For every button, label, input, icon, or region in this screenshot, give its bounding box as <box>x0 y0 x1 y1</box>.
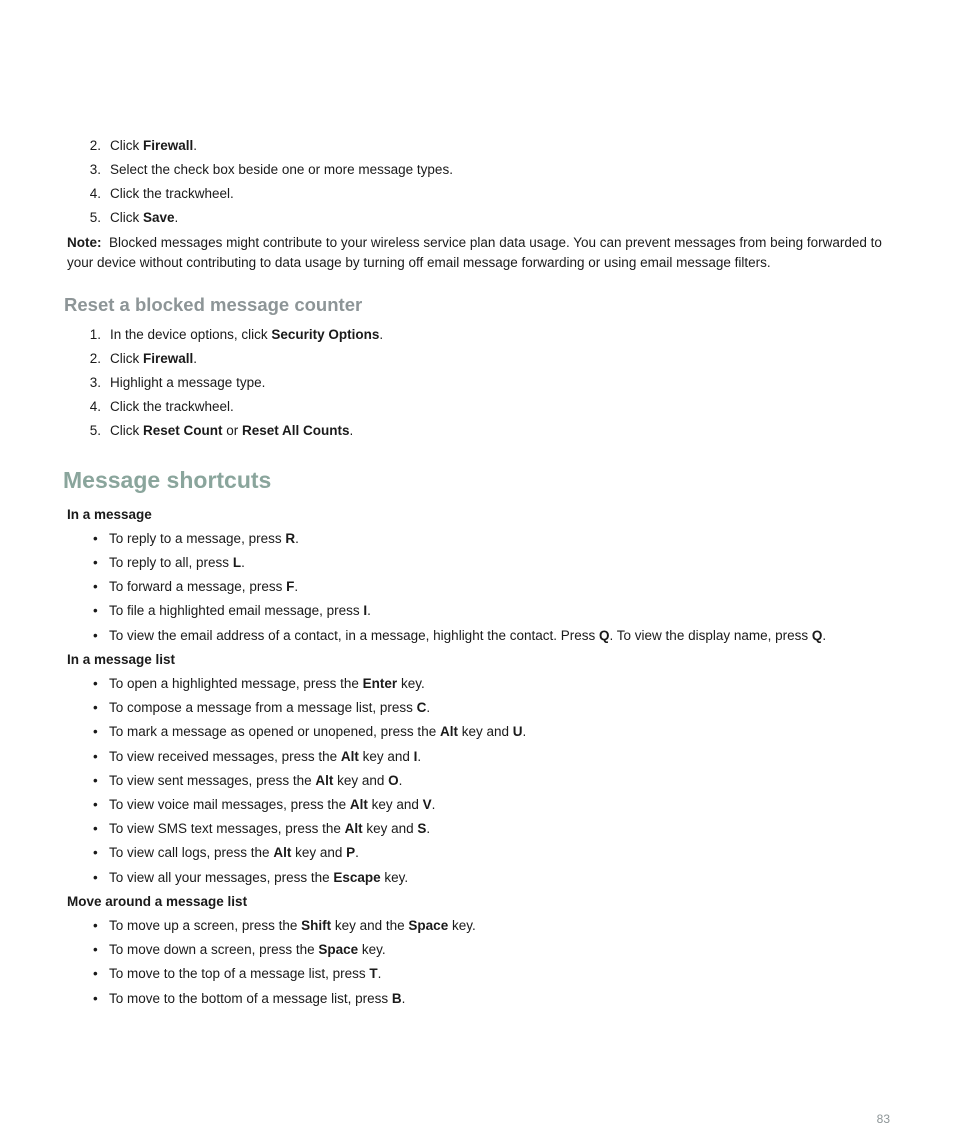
subheading-in-message-list: In a message list <box>67 652 176 667</box>
step-text: Click Save. <box>110 210 179 225</box>
step-number: 2. <box>89 138 101 153</box>
note-paragraph <box>67 233 893 272</box>
step-number: 5. <box>89 210 101 225</box>
subheading-in-message: In a message <box>67 507 152 522</box>
page-number: 83 <box>876 1112 890 1126</box>
note-label: Note: <box>67 235 102 250</box>
document-page: 2. Click Firewall. 3. Select the check box beside one or more message types. 4. Click the trackwheel. 5. Click Save. Note: Blocked messages might contribute to your wireless service plan data usage. You can prevent messages from being forwarded to your device without contributing to data usage by turning off email message forwarding or using email message filters. Reset a blocked message counter 1. In the device options, click Security Options. 2. Click Firewall. 3. Highlight a message type. 4. Click the trackwheel. 5. Click Reset Count or Reset All Counts. Message shortcuts In a message • To reply to a message, press R. • To reply to all, press L. • To forward a message, press F. • To file a highlighted email message, press I. • To view the email address of a contact, in a message, highlight the contact. Press Q. To view the display name, press Q. In a message list • To open a highlighted message, press the Enter key. • To compose a message from a message list, press C. • To mark a message as opened or unopened, press the Alt key and U. • To view received messages, press the Alt key and I. • To view sent messages, press the Alt key and O. • To view voice mail messages, press the Alt key and V. • To view SMS text messages, press the Alt key and S. • To view call logs, press the Alt key and P. • To view all your messages, press the Escape key. Move around a message list • To move up a screen, press the Shift key and the Space key. • To move down a screen, press the Space key. • To move to the top of a message list, press T. • To move to the bottom of a message list, press B. 83 <box>0 0 954 1145</box>
step-number: 1. <box>89 327 101 342</box>
step-number: 4. <box>89 186 101 201</box>
subheading-move-around-list: Move around a message list <box>67 894 248 909</box>
section-heading-shortcuts: Message shortcuts <box>63 467 272 493</box>
step-text: Click Reset Count or Reset All Counts. <box>110 423 354 438</box>
step-text: Select the check box beside one or more message types. <box>110 162 453 177</box>
step-number: 4. <box>89 399 101 414</box>
step-text: Highlight a message type. <box>110 375 266 390</box>
step-text: Click the trackwheel. <box>110 399 234 414</box>
section-heading-reset: Reset a blocked message counter <box>64 294 363 315</box>
step-number: 5. <box>89 423 101 438</box>
step-text: In the device options, click Security Options. <box>110 327 384 342</box>
note-text: Blocked messages might contribute to your wireless service plan data usage. You can prevent messages from being forwarded to your device without contributing to data usage by turning off email message forwarding or using email message filters. <box>67 235 882 270</box>
step-number: 2. <box>89 351 101 366</box>
step-number: 3. <box>89 375 101 390</box>
step-text: Click the trackwheel. <box>110 186 234 201</box>
step-number: 3. <box>89 162 101 177</box>
step-text: Click Firewall. <box>110 138 198 153</box>
step-text: Click Firewall. <box>110 351 198 366</box>
